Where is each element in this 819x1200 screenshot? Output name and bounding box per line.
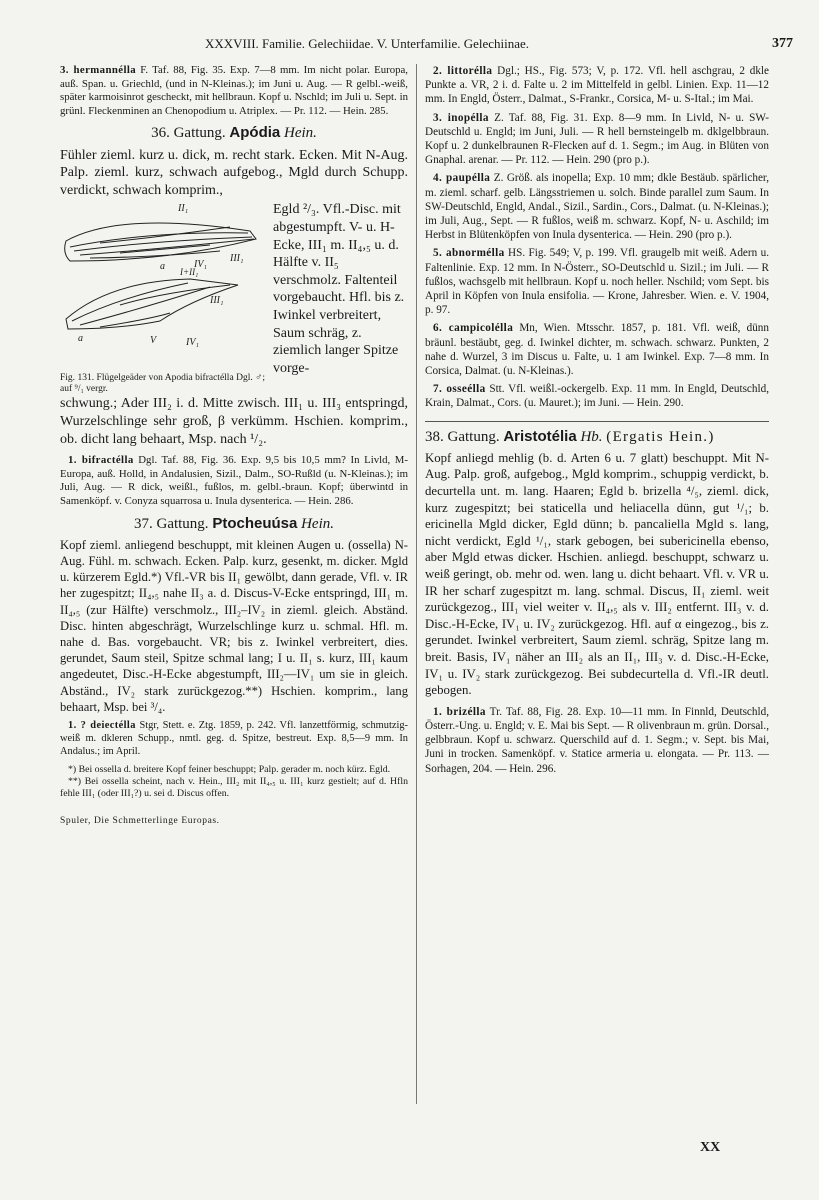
label-IV1: IV₁ xyxy=(194,259,207,271)
species-campicolella xyxy=(425,321,769,378)
species-text: HS. Fig. 549; V, p. 199. Vfl. graugelb mit weiß. Adern u. Faltenlinie. Exp. 12 mm. In N-Österr., SO-Deutschld u. Sizil.; im Juli. — R fußlos, wachsgelb mit hellbraun. Kopf u. noch heller. Nschild; vom Sept. bis April in Köpfen von Inula ensifolia. — Krone, Jahresber. Wien. e. V. 1904, p. 97. xyxy=(425,247,769,317)
genus-description: Kopf zieml. anliegend beschuppt, mit kleinen Augen u. (ossella) N-Aug. Fühl. m. schwach. Ecken. Palp. kurz, gesenkt, m. dicker. Mgld u. kürzerem Egld.*) Vfl.-VR bis II₁ gewölbt, dann gerade, Vfl. v. IR her zugespitzt; II₄,₅ nahe II₃ a. d. Discus-V-Ecke entspringd, III₁ m. II₄,₅ (zur Hälfte) verschmolz., III₂–IV₂ in zieml. gleich. Abständ. Disc. hinten abgeschrägt, Wurzelschlinge kurz u. schmal. Hfl. m. nahe d. Bas. vorgebaucht. VR; bis z. Iwinkel verbreitert, dies. gerundet, Saum steil, Spitze schmal lang; I u. II₁ s. kurz, III₁ kaum angedeutet, Disc.-H-Ecke abgestumpft, III₂—IV₁ um sie in gleich. Abständ., IV₂ stark zurückgezog.**) Hschien. komprim., lang behaart, Msp. bei ³/₄. xyxy=(60,537,408,714)
species-name: 3. hermannélla xyxy=(60,64,137,76)
footnote-1: *) Bei ossella d. breitere Kopf feiner beschuppt; Palp. gerader m. noch kürz. Egld. xyxy=(68,763,391,775)
genus-description: Fühler zieml. kurz u. dick, m. recht stark. Ecken. Mit N-Aug. Palp. zieml. kurz, schwach aufgebog., Mgld durch Schupp. verdickt, schwach komprim., xyxy=(60,147,408,198)
genus-author: Hb. xyxy=(580,428,603,445)
book-footer: Spuler, Die Schmetterlinge Europas. xyxy=(60,815,220,826)
label-III1: III₁ xyxy=(230,253,244,265)
genus-number: 36. Gattung. xyxy=(151,125,226,142)
species-name: 6. campicolélla xyxy=(433,322,514,335)
species-inopella xyxy=(425,111,769,168)
label-II1: II₁ xyxy=(178,203,189,215)
species-name: 1. brizélla xyxy=(433,705,486,718)
species-deiectella xyxy=(60,719,408,758)
genus-name: Apódia xyxy=(229,124,281,142)
label-a: a xyxy=(160,261,165,273)
wing-venation-diagram xyxy=(60,201,265,371)
species-name: 5. abnormélla xyxy=(433,247,505,260)
section-rule xyxy=(425,421,769,422)
species-name: 4. paupélla xyxy=(433,172,491,185)
genus-synonym: (Ergatis Hein.) xyxy=(606,428,715,445)
species-name: 1. bifractélla xyxy=(68,454,134,467)
species-name: 7. osseélla xyxy=(433,383,486,396)
figure-caption: Fig. 131. Flügelgeäder von Apodia bifractélla Dgl. ♂; auf ⁹/₁ vergr. xyxy=(60,373,265,395)
genus-name: Aristotélia xyxy=(503,427,577,445)
genus-heading-ptocheuusa xyxy=(60,514,408,532)
species-text: Mn, Wien. Mtsschr. 1857, p. 181. Vfl. weiß, dünn bräunl. bestäubt, geg. d. Iwinkel dichter, m. schwach. schwarz. Punkten, 2 nahe d. Wurzel, 3 im Discus u. Falte, u. 1 am Iwinkel. Exp. 7—8 mm. In Corsica, Dalmat. (u. N-Kleinas.). xyxy=(425,322,769,378)
label-V: V xyxy=(150,335,157,347)
genus-number: 37. Gattung. xyxy=(133,515,209,532)
page-number: 377 xyxy=(772,36,793,51)
figure-131 xyxy=(60,201,265,395)
species-littorella xyxy=(425,64,769,107)
species-text: Dgl. Taf. 88, Fig. 36. Exp. 9,5 bis 10,5 mm? In Livld, M-Europa, auß. Holld, in Andalusien, Sizil., Dalm., SO-Rußld (u. N-Kleinas.); im Juli, Aug. — R dick, weißl., fußlos, m. gelbl.-braun. Kopf; überwintd in Samenköpf. v. Conyza squarrosa u. Inula dysenterica. — Hein. 286. xyxy=(60,454,408,507)
species-hermannella xyxy=(60,64,408,118)
left-column xyxy=(60,64,408,828)
species-name: 2. littorélla xyxy=(433,65,493,77)
species-text: Z. Größ. als inopella; Exp. 10 mm; dkle Bestäub. spärlicher, m. zieml. scharf. gelb. Längsstriemen u. solch. Binde parallel zum Saum. In SW-Deutschld, Engld, Andal., Sizil., Sardin., Cors., Dalmat. (u. N-Kleinas.); im Juli, Aug., Sept. — R fußlos, weiß m. schwarz. Kopf, N- u. Aschild; im Herbst in Blütenköpfen von Inula dysenterica. — Hein. 290 (pro p.). xyxy=(425,172,769,242)
running-header xyxy=(0,36,819,56)
column-divider xyxy=(416,64,417,1104)
genus-name: Ptocheuúsa xyxy=(212,514,298,532)
species-text: Z. Taf. 88, Fig. 31. Exp. 8—9 mm. In Livld, N- u. SW-Deutschld u. Engld; im Juni, Juli. — R hell bernsteingelb m. dklgelbbraun. Kopf u. 2 dunkelbraunen R-Flecken auf d. 1. Segm.; im Aug. in Blüten von Gnaphal. arenar. — Pr. 112. — Hein. 290 (pro p.). xyxy=(425,111,769,167)
genus-description: Kopf anliegd mehlig (b. d. Arten 6 u. 7 glatt) beschuppt. Mit N-Aug. Palp. groß, aufgebog., Mgld komprim., schuppig verdickt, b. decurtella unt. m. lang. Haaren; Egld b. brizella ⁴/₅, zieml. dick, kurz zugespitzt; bei staticella und heliacella dünn, gut ¹/₁; b. ericinella Mgld dicker, Egld dünn; b. pancaliella Mgld s. lang, nicht verdickt, Egld ¹/₁, stark gebogen, bei subericinella ebenso, aber Mgld etwas dicker. Hschien. anliegd. beschuppt, schwarz u. weiß geringt, ob. mehr od. wen. lang u. dicht behaart. Vfl. v. VR u. IR her scharf zugespitzt m. lang. schmal. Discus, II₁ zieml. weit zurückgezog., III₁ viel weiter v. II₄,₅ als v. III₂ entfernt. III₃ v. d. Disc.-H-Ecke, IV₁ u. IV₂ zurückgezog. Hfl. auf α eingezog., bis z. gerundet. Iwinkel verbreitert, Saum zieml. schräg, Spitze lang m. breit. Basis, IV₁ näher an III₂ als an II₁, III₃ v. d. Disc.-H-Ecke, IV₁ u. IV₂ stark zurückgezog. Bei subdecurtella d. Vfl.-IR deutl. gebogen. xyxy=(425,450,769,698)
species-name: 3. inopélla xyxy=(433,111,489,124)
genus-author: Hein. xyxy=(284,125,317,142)
running-head: XXXVIII. Familie. Gelechiidae. V. Unterfamilie. Gelechiinae. xyxy=(205,36,530,51)
genus-number: 38. Gattung. xyxy=(425,428,500,445)
right-column xyxy=(425,64,769,776)
footnote-2: **) Bei ossella scheint, nach v. Hein., III₂ mit II₄,₅ u. III₁ kurz gestielt; auf d. Hfln fehle III₁ (oder III₁?) u. sei d. Discus offen. xyxy=(60,775,408,799)
species-osseella xyxy=(425,382,769,410)
genus-author: Hein. xyxy=(301,515,335,532)
species-text: Stgr, Stett. e. Ztg. 1859, p. 242. Vfl. lanzettförmig, schmutzig-weiß m. dkleren Schupp., nmtl. geg. d. Spitze, bestreut. Exp. 8,5—9 mm. In Andalus.; im April. xyxy=(60,719,409,757)
species-brizella xyxy=(425,705,769,776)
genus-heading-apodia xyxy=(60,126,408,140)
genus-description-cont: schwung.; Ader III₂ i. d. Mitte zwisch. III₁ u. III₃ entspringd, Wurzelschlinge sehr groß, β verkümm. Hschien. komprim., ob. dicht lang behaart, Msp. nach ¹/₂. xyxy=(60,396,408,447)
species-text: F. Taf. 88, Fig. 35. Exp. 7—8 mm. Im nicht polar. Europa, auß. Span. u. Griechld, (und in N-Kleinas.); im Juni u. Aug. — R gelbl.-weiß, später karmoisinrot gescheckt, mit hellbraun. Kopf u. Nschld; im Juli u. Sept. in grünl. Fleckenminen an Chenopodium u. Atriplex. — Pr. 112. — Hein. 285. xyxy=(60,64,409,117)
species-paupella xyxy=(425,171,769,242)
species-text: Tr. Taf. 88, Fig. 28. Exp. 10—11 mm. In Finnld, Deutschld, Österr.-Ung. u. Engld; v. E. Mai bis Sept. — R olivenbraun m. grün. Dorsal., gelbbraun. Kopf u. schwarz. Querschild auf d. 1. Segm.; v. Sept. bis Mai, Juni in trocken. Samenköpf. v. Statice armeria u. elongata. — Pr. 113. — Sorhagen, 204. — Hein. 296. xyxy=(425,705,769,775)
label-I-II1: I+II₁ xyxy=(180,267,199,278)
species-text: Dgl.; HS., Fig. 573; V, p. 172. Vfl. hell aschgrau, 2 dkle Punkte a. VR, 2 i. d. Falte u. 2 im Mittelfeld in gelbl. Linien. Exp. 11—12 mm. In Engld, Österr., Dalmat., S-Frankr., Corsica, M- u. S-Ital.; im Mai. xyxy=(425,65,769,106)
label-a-hindwing: a xyxy=(78,333,83,345)
species-abnormella xyxy=(425,246,769,317)
species-text: Stt. Vfl. weißl.-ockergelb. Exp. 11 mm. In Engld, Deutschld, Krain, Dalmat., Cors. (u. Mauret.); im Juni. — Hein. 290. xyxy=(425,383,769,410)
label-IV1-hindwing: IV₁ xyxy=(186,337,199,349)
genus-description-side: Egld ²/₃. Vfl.-Disc. mit abgestumpft. V- u. H-Ecke, III₁ m. II₄,₅ u. d. Hälfte v. II₅ verschmolz. Faltenteil vorgebaucht. Hfl. bis z. Iwinkel verbreitert, Saum schräg, z. ziemlich langer Spitze vorge- xyxy=(273,202,405,376)
species-bifractella xyxy=(60,454,408,508)
label-III1-hindwing: III₁ xyxy=(210,295,224,307)
species-name: 1. ? deiectélla xyxy=(68,719,136,731)
figure-block xyxy=(60,201,408,395)
genus-heading-aristotelia xyxy=(425,427,769,445)
printer-signature: XX xyxy=(700,1140,721,1155)
